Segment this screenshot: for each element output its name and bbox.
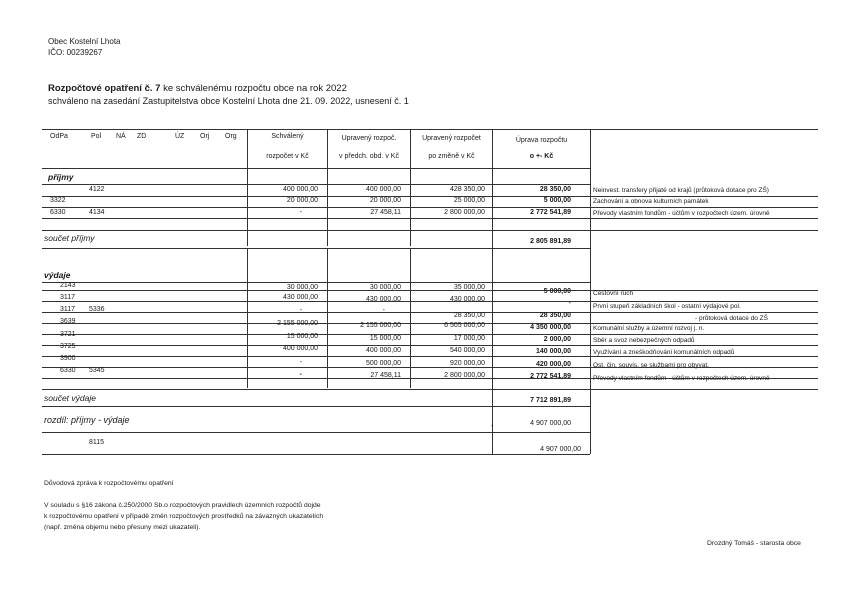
row-uprava: 2 772 541,89 xyxy=(530,209,571,216)
row-schvaleny: 400 000,00 xyxy=(282,345,318,352)
organization-name: Obec Kostelní Lhota xyxy=(48,37,121,46)
row-schvaleny: 30 000,00 xyxy=(286,284,318,291)
explanatory-note-heading: Důvodová zpráva k rozpočtovému opatření xyxy=(44,480,174,487)
row-upraveny: 20 000,00 xyxy=(369,197,401,204)
row-po-zmene: 430 000,00 xyxy=(449,296,485,303)
row-uprava: 5 000,00 xyxy=(543,197,571,204)
row-odpa: 6330 xyxy=(50,209,66,216)
col-divider xyxy=(410,248,411,388)
row-schvaleny: - xyxy=(299,359,302,366)
ico-number: IČO: 00239267 xyxy=(48,48,103,57)
row-uprava: 420 000,00 xyxy=(535,361,571,368)
col-divider xyxy=(247,248,248,388)
row-line xyxy=(42,230,818,231)
row-uprava: 140 000,00 xyxy=(535,348,571,355)
row-line xyxy=(42,207,818,208)
prijmy-sum-line xyxy=(42,248,590,249)
signature: Drozdný Tomáš - starosta obce xyxy=(707,540,801,547)
financovani-value: 4 907 000,00 xyxy=(540,446,581,453)
col-divider xyxy=(327,129,328,246)
col-divider xyxy=(410,129,411,246)
row-po-zmene: 428 350,00 xyxy=(449,186,485,193)
row-upraveny: 27 458,11 xyxy=(370,209,401,216)
row-popis: Neinvest. transfery přijaté od krajů (průtoková dotace pro ZŠ) xyxy=(593,187,769,194)
vydaje-section-label: výdaje xyxy=(44,270,71,280)
row-line xyxy=(42,389,818,390)
row-popis: Sběr a svoz nebezpečných odpadů xyxy=(593,337,695,344)
vydaje-sum-label: součet výdaje xyxy=(44,393,96,403)
row-upraveny: 400 000,00 xyxy=(365,347,401,354)
row-uprava: 4 350 000,00 xyxy=(530,324,571,331)
col-odpa-header: OdPa xyxy=(50,133,68,140)
rozdil-value: 4 907 000,00 xyxy=(530,420,571,427)
row-schvaleny: 20 000,00 xyxy=(286,197,318,204)
row-upraveny: 500 000,00 xyxy=(365,360,401,367)
col-upraveny-header: Upravený rozpoč. xyxy=(341,135,397,142)
row-schvaleny: 430 000,00 xyxy=(282,294,318,301)
col-schvaleny-header: Schválený xyxy=(271,133,304,140)
row-pol: 5345 xyxy=(89,367,105,374)
row-upraveny: 30 000,00 xyxy=(369,284,401,291)
col-orj-header: Orj xyxy=(200,133,210,140)
row-uprava: 28 350,00 xyxy=(539,186,571,193)
vydaje-sum-line xyxy=(42,406,590,407)
col-divider xyxy=(492,129,493,454)
rozdil-sign: - xyxy=(491,423,494,430)
row-odpa: 3725 xyxy=(60,343,76,350)
row-upraveny: 15 000,00 xyxy=(369,335,401,342)
row-po-zmene: 2 800 000,00 xyxy=(444,372,485,379)
row-uprava: 2 772 541,89 xyxy=(530,373,571,380)
vydaje-sum-value: 7 712 891,89 xyxy=(530,397,571,404)
col-uprava-header: Úprava rozpočtu xyxy=(515,137,568,144)
col-po-zmene-header-2: po změně v Kč xyxy=(428,153,475,160)
row-popis: Využívání a zneškodňování komunálních odpadů xyxy=(593,349,735,356)
row-pol: 4134 xyxy=(89,209,105,216)
prijmy-section-label: příjmy xyxy=(48,172,74,182)
prijmy-line xyxy=(42,184,590,185)
col-uz-header: ÚZ xyxy=(175,133,185,140)
row-upraveny: 27 458,11 xyxy=(370,372,401,379)
explanatory-text-line-1: V souladu s §16 zákona č.250/2000 Sb.o rozpočtových pravidlech územních rozpočtů dojde xyxy=(44,502,321,509)
table-top-line xyxy=(42,129,818,130)
row-pol: 5336 xyxy=(89,306,105,313)
row-line xyxy=(42,345,818,346)
row-odpa: 3639 xyxy=(60,318,76,325)
row-odpa: 6330 xyxy=(60,367,76,374)
header-bottom-line xyxy=(42,168,590,169)
col-zd-header: ZD xyxy=(137,133,147,140)
row-po-zmene: 35 000,00 xyxy=(453,284,485,291)
row-odpa: 3721 xyxy=(60,331,76,338)
row-uprava: - xyxy=(568,300,571,307)
row-odpa: 3117 xyxy=(60,294,76,301)
row-uprava: 28 350,00 xyxy=(539,312,571,319)
col-org-header: Org xyxy=(225,133,237,140)
row-upraveny: 2 155 000,00 xyxy=(360,322,401,329)
col-divider xyxy=(590,129,591,454)
col-uprava-header-2: o +- Kč xyxy=(529,153,554,160)
row-upraveny: 400 000,00 xyxy=(365,186,401,193)
col-na-header: NÁ xyxy=(116,133,126,140)
row-odpa: 4122 xyxy=(89,186,105,193)
col-divider xyxy=(327,248,328,388)
title-bold: Rozpočtové opatření č. 7 xyxy=(48,83,161,94)
col-schvaleny-header-2: rozpočet v Kč xyxy=(266,153,309,160)
col-upraveny-header-2: v předch. obd. v Kč xyxy=(339,153,399,160)
approval-note: schváleno na zasedání Zastupitelstva obce Kostelní Lhota dne 21. 09. 2022, usnesení č. 1 xyxy=(48,96,409,106)
row-schvaleny: 15 000,00 xyxy=(286,333,318,340)
row-schvaleny: 400 000,00 xyxy=(282,186,318,193)
title-rest: ke schválenému rozpočtu obce na rok 2022 xyxy=(163,83,347,94)
rozdil-line xyxy=(42,432,590,433)
col-pol-header: Pol xyxy=(91,133,102,140)
explanatory-text-line-2: k rozpočtovému opatření v případě změn rozpočtových prostředků na závazných ukazatelích xyxy=(44,513,324,520)
financovani-pol: 8115 xyxy=(89,439,105,446)
row-po-zmene: 920 000,00 xyxy=(449,360,485,367)
prijmy-sum-value: 2 805 891,89 xyxy=(530,238,571,245)
row-uprava: 2 000,00 xyxy=(543,336,571,343)
col-divider xyxy=(247,129,248,246)
row-popis: Komunální služby a územní rozvoj j. n. xyxy=(593,325,705,332)
row-odpa: 3117 xyxy=(60,306,76,313)
table-bottom-line xyxy=(42,454,590,455)
prijmy-sum-label: součet příjmy xyxy=(44,233,95,243)
row-upraveny: 430 000,00 xyxy=(365,296,401,303)
row-schvaleny: - xyxy=(299,209,302,216)
row-popis: - průtoková dotace do ZŠ xyxy=(695,315,768,322)
row-po-zmene: 2 800 000,00 xyxy=(444,209,485,216)
row-schvaleny: 2 155 000,00 xyxy=(277,320,318,327)
row-line xyxy=(42,218,818,219)
row-odpa: 3322 xyxy=(50,197,66,204)
explanatory-text-line-3: (např. změna objemu nebo přesuny mezi ukazateli). xyxy=(44,524,201,531)
row-po-zmene: 28 350,00 xyxy=(453,312,485,319)
row-popis: Zachování a obnova kulturních památek xyxy=(593,198,709,205)
row-popis: Převody vlastním fondům - účtům v rozpočtech územ. úrovně xyxy=(593,210,770,217)
row-schvaleny: - xyxy=(299,307,302,314)
row-odpa: 2143 xyxy=(60,282,76,289)
row-line xyxy=(42,356,818,357)
row-odpa: 3900 xyxy=(60,355,76,362)
row-po-zmene: 6 505 000,00 xyxy=(444,322,485,329)
row-po-zmene: 17 000,00 xyxy=(453,335,485,342)
rozdil-label: rozdíl: příjmy - výdaje xyxy=(44,415,130,425)
row-popis: První stupeň základních škol - ostatní výdajové pol. xyxy=(593,303,741,310)
row-schvaleny: - xyxy=(299,371,302,378)
row-popis: Cestovní ruch xyxy=(593,290,634,297)
document-title xyxy=(48,83,347,94)
col-po-zmene-header: Upravený rozpočet xyxy=(422,135,481,142)
row-upraveny: - xyxy=(382,307,385,314)
vydaje-line xyxy=(42,282,590,283)
row-uprava: 5 000,00 xyxy=(543,288,571,295)
row-po-zmene: 25 000,00 xyxy=(453,197,485,204)
row-popis: Ost. čin. souvis. se službami pro obyvat. xyxy=(593,362,709,369)
row-po-zmene: 540 000,00 xyxy=(449,347,485,354)
row-popis: Převody vlastním fondům - účtům v rozpočtech územ. úrovně xyxy=(593,375,770,382)
